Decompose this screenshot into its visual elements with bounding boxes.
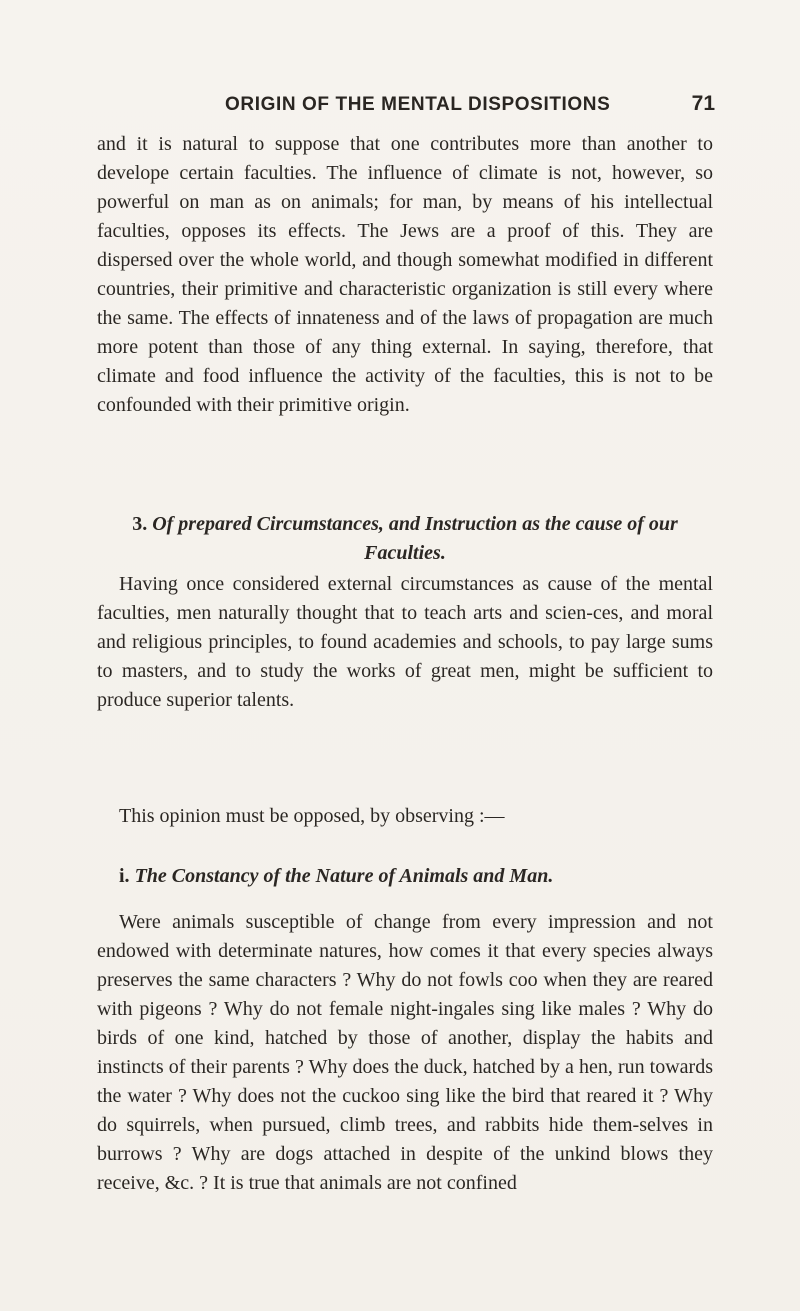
subsection-1-number: i. (119, 865, 130, 887)
paragraph-2: Having once considered external circumstances as cause of the mental faculties, men naturally thought that to teach arts and scien-ces, and moral and religious principles, to found academies and schools, to pay large sums to masters, and to study the works of great men, might be sufficient to produce superior talents. (97, 573, 713, 711)
section-3-title: Of prepared Circumstances, and Instruction as the cause of our Faculties. (152, 513, 678, 564)
paragraph-1: and it is natural to suppose that one contributes more than another to develope certain faculties. The influence of climate is not, however, so powerful on man as on animals; for man, by means of his intellectual faculties, opposes its effects. The Jews are a proof of this. They are dispersed over the whole world, and though somewhat modified in different countries, their primitive and characteristic organization is still every where the same. The effects of innateness and of the laws of propagation are much more potent than those of any thing external. In saying, therefore, that climate and food influence the activity of the faculties, this is not to be confounded with their primitive origin. (97, 133, 713, 416)
section-3-number: 3. (132, 513, 148, 535)
paragraph-3: Were animals susceptible of change from every impression and not endowed with determinate natures, how comes it that every species always preserves the same characters ? Why do not fowls coo when they are reared with pigeons ? Why do not female night-ingales sing like males ? Why do birds of one kind, hatched by those of another, display the habits and instincts of their parents ? Why does the duck, hatched by a hen, run towards the water ? Why does not the cuckoo sing like the bird that reared it ? Why do squirrels, when pursued, climb trees, and rabbits hide them-selves in burrows ? Why are dogs attached in despite of the unkind blows they receive, &c. ? It is true that animals are not confined (97, 911, 713, 1194)
subsection-1-heading (119, 862, 713, 891)
paragraph-2-last-line: This opinion must be opposed, by observing :— (119, 805, 505, 827)
running-header (225, 92, 715, 116)
page-number: 71 (691, 92, 715, 115)
subsection-1-title: The Constancy of the Nature of Animals and Man. (134, 865, 554, 887)
section-3-heading (97, 510, 713, 568)
running-title: ORIGIN OF THE MENTAL DISPOSITIONS (225, 94, 611, 115)
